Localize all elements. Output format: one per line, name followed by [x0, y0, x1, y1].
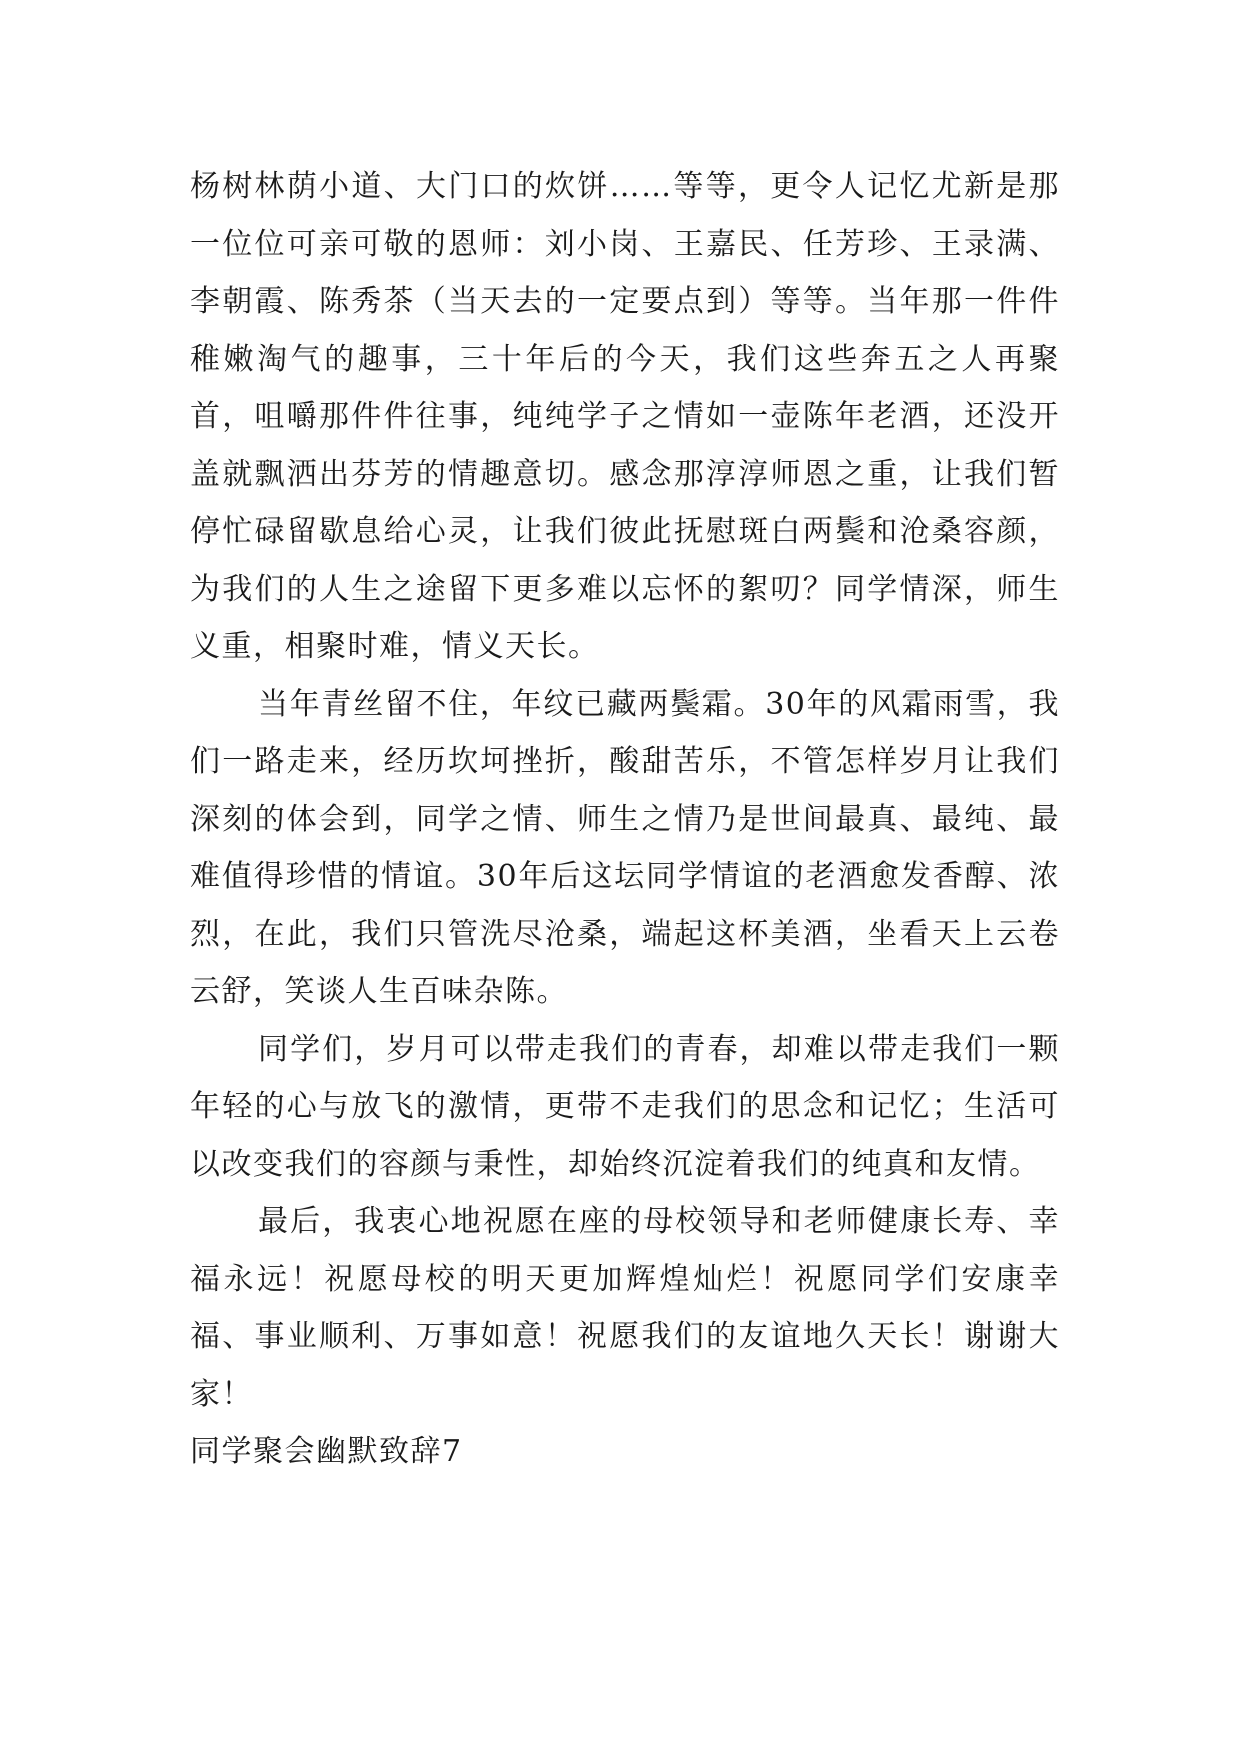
- paragraph-classmates: 同学们，岁月可以带走我们的青春，却难以带走我们一颗年轻的心与放飞的激情，更带不走我们的思念和记忆；生活可以改变我们的容颜与秉性，却始终沉淀着我们的纯真和友情。: [190, 1031, 1060, 1182]
- document-body: [190, 158, 1060, 1481]
- paragraph-closing-wishes: 最后，我衷心地祝愿在座的母校领导和老师健康长寿、幸福永远！祝愿母校的明天更加辉煌灿烂！祝愿同学们安康幸福、事业顺利、万事如意！祝愿我们的友谊地久天长！谢谢大家！: [190, 1204, 1060, 1412]
- paragraph-thirty-years: 当年青丝留不住，年纹已藏两鬓霜。30年的风霜雨雪，我们一路走来，经历坎坷挫折，酸甜苦乐，不管怎样岁月让我们深刻的体会到，同学之情、师生之情乃是世间最真、最纯、最难值得珍惜的情谊。30年后这坛同学情谊的老酒愈发香醇、浓烈，在此，我们只管洗尽沧桑，端起这杯美酒，坐看天上云卷云舒，笑谈人生百味杂陈。: [190, 686, 1060, 1009]
- section-heading: 同学聚会幽默致辞7: [190, 1434, 463, 1469]
- paragraph-memories: 杨树林荫小道、大门口的炊饼……等等，更令人记忆尤新是那一位位可亲可敬的恩师：刘小岗、王嘉民、任芳珍、王录满、李朝霞、陈秀茶（当天去的一定要点到）等等。当年那一件件稚嫩淘气的趣事，三十年后的今天，我们这些奔五之人再聚首，咀嚼那件件往事，纯纯学子之情如一壶陈年老酒，还没开盖就飘洒出芬芳的情趣意切。感念那淳淳师恩之重，让我们暂停忙碌留歇息给心灵，让我们彼此抚慰斑白两鬓和沧桑容颜，为我们的人生之途留下更多难以忘怀的絮叨？同学情深，师生义重，相聚时难，情义天长。: [190, 169, 1060, 664]
